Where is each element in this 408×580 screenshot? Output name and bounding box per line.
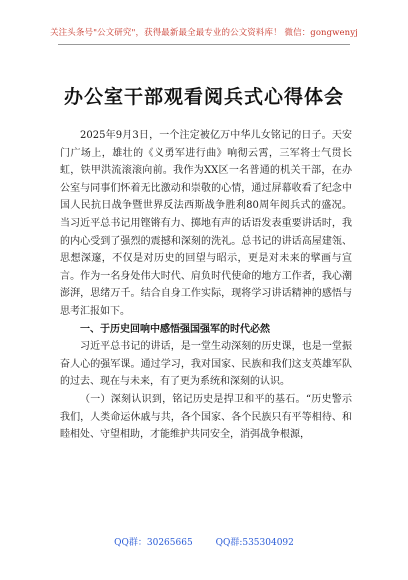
footer-qq-group-2: QQ群:535304092 bbox=[215, 538, 294, 548]
header-note: 关注头条号"公文研究"，获得最新最全最专业的公文资料库！ 微信：gongwenyj bbox=[50, 28, 358, 38]
header-divider bbox=[58, 44, 350, 45]
body-paragraph: 习近平总书记的讲话，是一堂生动深刻的历史课，也是一堂振奋人心的强军课。通过学习，我对国家、民族和我们这支英雄军队的过去、现在与未来，有了更为系统和深刻的认识。 bbox=[60, 341, 352, 388]
document-title: 办公室干部观看阅兵式心得体会 bbox=[63, 86, 344, 108]
footer bbox=[0, 535, 408, 548]
body-paragraph: （一）深刻认识到，铭记历史是捍卫和平的基石。“历史警示我们，人类命运休戚与共，各个国家、各个民族只有平等相待、和睦相处、守望相助，才能维护共同安全，消弭战争根源， bbox=[60, 393, 352, 441]
footer-qq-group-1: QQ群：30265665 bbox=[114, 538, 193, 548]
section-heading: 一、于历史回响中感悟强国强军的时代必然 bbox=[80, 323, 270, 335]
intro-paragraph: 2025年9月3日，一个注定被亿万中华儿女铭记的日子。天安门广场上，雄壮的《义勇军进行曲》响彻云霄，三军将士气贯长虹，铁甲洪流滚滚向前。我作为XX区一名普通的机关干部，在办公室与同事们怀着无比激动和崇敬的心情，通过屏幕收看了纪念中国人民抗日战争暨世界反法西斯战争胜利80周年阅兵式的盛况。当习近平总书记用铿锵有力、掷地有声的话语发表重要讲话时，我的内心受到了强烈的震撼和深刻的洗礼。总书记的讲话高屋建瓴、思想深邃，不仅是对历史的回望与昭示，更是对未来的擘画与宣言。作为一名身处伟大时代、肩负时代使命的地方工作者，我心潮澎湃，思绪万千。结合自身工作实际，现将学习讲话精神的感悟与思考汇报如下。 bbox=[60, 130, 352, 317]
document-body bbox=[60, 127, 352, 444]
